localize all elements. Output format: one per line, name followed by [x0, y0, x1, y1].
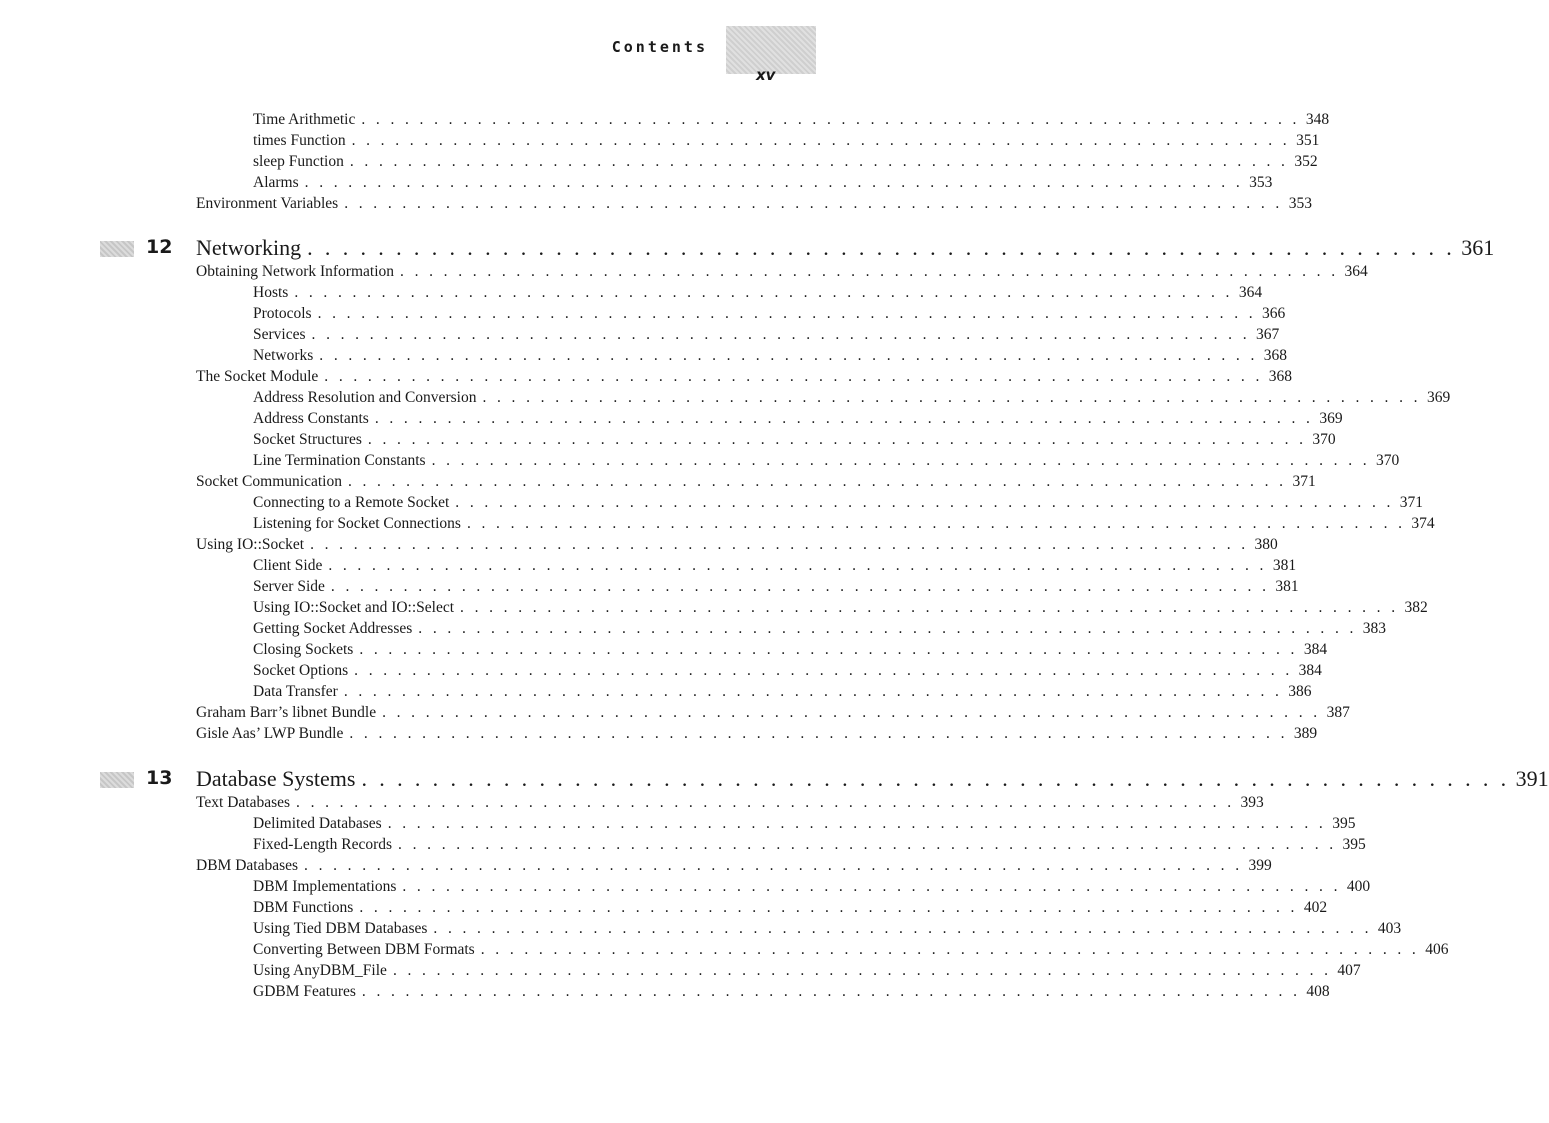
toc-entry-label: DBM Functions	[253, 899, 354, 916]
toc-entry-label: Address Resolution and Conversion	[253, 389, 477, 406]
chapter-number: 13	[146, 767, 173, 789]
toc-entry-page: 369	[1319, 410, 1343, 427]
dot-leader: . . . . . . . . . . . . . . . . . . . . . . . . . . . . . . . . . . . . . . . . . . . . . . . . . . . . . . . . . . . . . . . . .	[347, 473, 1287, 490]
toc-entry-label: Address Constants	[253, 410, 369, 427]
toc-entry[interactable]	[253, 599, 1428, 620]
toc-entry-label: Using IO::Socket	[196, 536, 305, 553]
dot-leader: . . . . . . . . . . . . . . . . . . . . . . . . . . . . . . . . . . . . . . . . . . . . . . . . . . . . . . . . . . . . . . . . .	[344, 195, 1283, 212]
toc-entry-page: 369	[1426, 389, 1451, 406]
dot-leader: . . . . . . . . . . . . . . . . . . . . . . . . . . . . . . . . . . . . . . . . . . . . . . . . . . . . . . . . . . . . . . . . .	[431, 452, 1371, 469]
dot-leader: . . . . . . . . . . . . . . . . . . . . . . . . . . . . . . . . . . . . . . . . . . . . . . . . . . . . . . . . . . . . . . . . .	[367, 431, 1307, 448]
toc-entry[interactable]	[196, 368, 1292, 389]
toc-entry-page: 374	[1411, 515, 1435, 532]
toc-entry-page: 402	[1303, 899, 1328, 916]
dot-leader: . . . . . . . . . . . . . . . . . . . . . . . . . . . . . . . . . . . . . . . . . . . . . . . . . . . . . . . . . . . . . . . . .	[466, 515, 1406, 532]
toc-entry-label: Connecting to a Remote Socket	[253, 494, 450, 511]
toc-entry-page: 353	[1249, 174, 1273, 191]
chapter-number: 12	[146, 236, 173, 258]
running-head: Contents	[611, 38, 708, 56]
chapter-page: 361	[1461, 235, 1495, 260]
toc-entry[interactable]	[253, 962, 1361, 983]
toc-entry[interactable]	[253, 431, 1336, 452]
toc-entry-page: 395	[1332, 815, 1356, 832]
toc-entry-label: Gisle Aas’ LWP Bundle	[196, 725, 344, 742]
dot-leader: . . . . . . . . . . . . . . . . . . . . . . . . . . . . . . . . . . . . . . . . . . . . . . . . . . . . . . . . . . . . . . . . .	[319, 347, 1258, 364]
dot-leader: . . . . . . . . . . . . . . . . . . . . . . . . . . . . . . . . . . . . . . . . . . . . . . . . . . . . . . . . . . . . . . . . .	[349, 725, 1288, 742]
chapter-page: 391	[1515, 766, 1549, 791]
toc-entry[interactable]	[253, 836, 1366, 857]
toc-entry-label: Line Termination Constants	[253, 452, 426, 469]
toc-entry-label: Client Side	[253, 557, 323, 574]
chapter-heading[interactable]	[196, 235, 1495, 265]
dot-leader: . . . . . . . . . . . . . . . . . . . . . . . . . . . . . . . . . . . . . . . . . . . . . . . . . . . . . . . . . . . . . . . . .	[296, 794, 1235, 811]
toc-entry-page: 384	[1303, 641, 1328, 658]
dot-leader: . . . . . . . . . . . . . . . . . . . . . . . . . . . . . . . . . . . . . . . . . . . . . . . . . . . . . . . . . . . . . . . . .	[307, 235, 1456, 260]
toc-entry[interactable]	[253, 326, 1280, 347]
toc-entry-label: Converting Between DBM Formats	[253, 941, 475, 958]
toc-entry[interactable]	[196, 794, 1264, 815]
dot-leader: . . . . . . . . . . . . . . . . . . . . . . . . . . . . . . . . . . . . . . . . . . . . . . . . . . . . . . . . . . . . . . . . .	[374, 410, 1314, 427]
toc-entry[interactable]	[196, 536, 1278, 557]
toc-entry[interactable]	[253, 389, 1451, 410]
toc-entry[interactable]	[253, 111, 1330, 132]
toc-entry-label: Socket Structures	[253, 431, 362, 448]
toc-entry-page: 403	[1377, 920, 1402, 937]
chapter-marker	[100, 772, 134, 788]
dot-leader: . . . . . . . . . . . . . . . . . . . . . . . . . . . . . . . . . . . . . . . . . . . . . . . . . . . . . . . . . . . . . . . . .	[418, 620, 1357, 637]
dot-leader: . . . . . . . . . . . . . . . . . . . . . . . . . . . . . . . . . . . . . . . . . . . . . . . . . . . . . . . . . . . . . . . . .	[359, 641, 1298, 658]
toc-entry-label: Using AnyDBM_File	[253, 962, 387, 979]
toc-entry[interactable]	[196, 725, 1318, 746]
toc-entry-page: 380	[1254, 536, 1278, 553]
toc-entry-label: Text Databases	[196, 794, 291, 811]
toc-entry-page: 364	[1344, 263, 1368, 280]
toc-entry[interactable]	[253, 494, 1424, 515]
toc-entry-page: 382	[1404, 599, 1428, 616]
dot-leader: . . . . . . . . . . . . . . . . . . . . . . . . . . . . . . . . . . . . . . . . . . . . . . . . . . . . . . . . . . . . . . . . .	[460, 599, 1399, 616]
toc-entry-page: 368	[1263, 347, 1288, 364]
toc-entry-page: 407	[1337, 962, 1361, 979]
folio-tab	[726, 26, 816, 84]
toc-entry-page: 399	[1248, 857, 1272, 874]
toc-entry-label: Graham Barr’s libnet Bundle	[196, 704, 377, 721]
toc-entry-page: 368	[1268, 368, 1292, 385]
chapter-title: Database Systems	[196, 766, 356, 791]
toc-entry-page: 384	[1298, 662, 1322, 679]
toc-entry-page: 353	[1288, 195, 1312, 212]
toc-entry[interactable]	[253, 132, 1320, 153]
toc-entry[interactable]	[253, 620, 1387, 641]
toc-entry[interactable]	[253, 347, 1288, 368]
toc-entry[interactable]	[253, 878, 1371, 899]
toc-entry[interactable]	[253, 305, 1286, 326]
toc-entry-label: Obtaining Network Information	[196, 263, 395, 280]
dot-leader: . . . . . . . . . . . . . . . . . . . . . . . . . . . . . . . . . . . . . . . . . . . . . . . . . . . . . . . . . . . . . . . . .	[343, 683, 1283, 700]
toc-entry[interactable]	[253, 410, 1343, 431]
dot-leader: . . . . . . . . . . . . . . . . . . . . . . . . . . . . . . . . . . . . . . . . . . . . . . . . . . . . . . . . . . . . . . . . .	[400, 263, 1339, 280]
toc-entry[interactable]	[196, 195, 1312, 216]
toc-entry-label: Protocols	[253, 305, 312, 322]
toc-entry[interactable]	[253, 662, 1322, 683]
toc-entry-label: Server Side	[253, 578, 325, 595]
toc-entry-page: 371	[1399, 494, 1424, 511]
toc-entry-page: 406	[1425, 941, 1449, 958]
dot-leader: . . . . . . . . . . . . . . . . . . . . . . . . . . . . . . . . . . . . . . . . . . . . . . . . . . . . . . . . . . . . . . . . .	[392, 962, 1332, 979]
dot-leader: . . . . . . . . . . . . . . . . . . . . . . . . . . . . . . . . . . . . . . . . . . . . . . . . . . . . . . . . . . . . . . . . .	[304, 174, 1244, 191]
toc-entry-label: Hosts	[253, 284, 289, 301]
toc-entry-label: DBM Implementations	[253, 878, 397, 895]
toc-entry[interactable]	[253, 557, 1297, 578]
toc-entry-page: 370	[1376, 452, 1400, 469]
dot-leader: . . . . . . . . . . . . . . . . . . . . . . . . . . . . . . . . . . . . . . . . . . . . . . . . . . . . . . . . . . . . . . . . .	[349, 153, 1289, 170]
toc-entry-page: 387	[1326, 704, 1350, 721]
toc-entry-label: Closing Sockets	[253, 641, 354, 658]
toc-entry-label: sleep Function	[253, 153, 344, 170]
toc-entry-label: Delimited Databases	[253, 815, 382, 832]
toc-entry-label: Alarms	[253, 174, 299, 191]
dot-leader: . . . . . . . . . . . . . . . . . . . . . . . . . . . . . . . . . . . . . . . . . . . . . . . . . . . . . . . . . . . . . . . . .	[455, 494, 1394, 511]
toc-entry-page: 400	[1346, 878, 1371, 895]
toc-entry-page: 393	[1240, 794, 1264, 811]
dot-leader: . . . . . . . . . . . . . . . . . . . . . . . . . . . . . . . . . . . . . . . . . . . . . . . . . . . . . . . . . . . . . . . . .	[402, 878, 1341, 895]
toc-entry[interactable]	[253, 641, 1328, 662]
toc-entry[interactable]	[253, 452, 1400, 473]
dot-leader: . . . . . . . . . . . . . . . . . . . . . . . . . . . . . . . . . . . . . . . . . . . . . . . . . . . . . . . . . . . . . . . . .	[310, 536, 1249, 553]
toc-entry-page: 364	[1238, 284, 1263, 301]
dot-leader: . . . . . . . . . . . . . . . . . . . . . . . . . . . . . . . . . . . . . . . . . . . . . . . . . . . . . . . . . . . . . . . . .	[328, 557, 1267, 574]
toc-entry-label: Networks	[253, 347, 314, 364]
chapter-heading[interactable]	[196, 766, 1549, 796]
toc-entry-label: Using IO::Socket and IO::Select	[253, 599, 455, 616]
toc-entry[interactable]	[253, 941, 1449, 962]
dot-leader: . . . . . . . . . . . . . . . . . . . . . . . . . . . . . . . . . . . . . . . . . . . . . . . . . . . . . . . . . . . . . . . . .	[354, 662, 1293, 679]
toc-entry-page: 371	[1292, 473, 1316, 490]
dot-leader: . . . . . . . . . . . . . . . . . . . . . . . . . . . . . . . . . . . . . . . . . . . . . . . . . . . . . . . . . . . . . . . . .	[387, 815, 1327, 832]
toc-entry-page: 351	[1296, 132, 1320, 149]
toc-entry-page: 348	[1305, 111, 1330, 128]
chapter-title: Networking	[196, 235, 302, 260]
dot-leader: . . . . . . . . . . . . . . . . . . . . . . . . . . . . . . . . . . . . . . . . . . . . . . . . . . . . . . . . . . . . . . . . .	[294, 284, 1233, 301]
toc-entry-page: 366	[1262, 305, 1286, 322]
page-number: xv	[756, 66, 776, 84]
toc-entry-page: 381	[1272, 557, 1297, 574]
toc-entry[interactable]	[196, 263, 1368, 284]
toc-entry[interactable]	[196, 473, 1316, 494]
toc-entry-label: GDBM Features	[253, 983, 356, 1000]
toc-entry-page: 395	[1342, 836, 1366, 853]
toc-entry-page: 383	[1362, 620, 1387, 637]
toc-entry-page: 370	[1312, 431, 1336, 448]
toc-entry[interactable]	[253, 899, 1328, 920]
toc-entry-label: Socket Options	[253, 662, 349, 679]
toc-entry-label: Time Arithmetic	[253, 111, 356, 128]
toc-entry[interactable]	[253, 284, 1263, 305]
chapter-marker	[100, 241, 134, 257]
toc-entry-label: Socket Communication	[196, 473, 342, 490]
toc-entry-label: Services	[253, 326, 306, 343]
dot-leader: . . . . . . . . . . . . . . . . . . . . . . . . . . . . . . . . . . . . . . . . . . . . . . . . . . . . . . . . . . . . . . . . .	[361, 983, 1301, 1000]
toc-entry[interactable]	[253, 920, 1402, 941]
dot-leader: . . . . . . . . . . . . . . . . . . . . . . . . . . . . . . . . . . . . . . . . . . . . . . . . . . . . . . . . . . . . . . . . .	[324, 368, 1263, 385]
toc-entry-page: 389	[1293, 725, 1318, 742]
toc-entry-label: The Socket Module	[196, 368, 319, 385]
dot-leader: . . . . . . . . . . . . . . . . . . . . . . . . . . . . . . . . . . . . . . . . . . . . . . . . . . . . . . . . . . . . . . . . .	[351, 132, 1291, 149]
toc-entry-label: Getting Socket Addresses	[253, 620, 413, 637]
dot-leader: . . . . . . . . . . . . . . . . . . . . . . . . . . . . . . . . . . . . . . . . . . . . . . . . . . . . . . . . . . . . . . . . .	[361, 111, 1300, 128]
toc-entry-label: Using Tied DBM Databases	[253, 920, 428, 937]
dot-leader: . . . . . . . . . . . . . . . . . . . . . . . . . . . . . . . . . . . . . . . . . . . . . . . . . . . . . . . . . . . . . . . . .	[330, 578, 1270, 595]
toc-entry-page: 408	[1306, 983, 1330, 1000]
dot-leader: . . . . . . . . . . . . . . . . . . . . . . . . . . . . . . . . . . . . . . . . . . . . . . . . . . . . . . . . . . . . . . . . .	[433, 920, 1372, 937]
toc-entry[interactable]	[253, 174, 1273, 195]
dot-leader: . . . . . . . . . . . . . . . . . . . . . . . . . . . . . . . . . . . . . . . . . . . . . . . . . . . . . . . . . . . . . . . . .	[304, 857, 1243, 874]
toc-entry[interactable]	[253, 515, 1435, 536]
toc-entry-page: 367	[1256, 326, 1280, 343]
toc-entry[interactable]	[253, 815, 1356, 836]
toc-entry-page: 352	[1294, 153, 1318, 170]
toc-entry-label: times Function	[253, 132, 346, 149]
toc-entry[interactable]	[196, 857, 1272, 878]
toc-entry[interactable]	[253, 153, 1318, 174]
toc-entry[interactable]	[253, 983, 1330, 1004]
toc-entry[interactable]	[253, 683, 1312, 704]
toc-entry-page: 386	[1288, 683, 1312, 700]
toc-entry[interactable]	[253, 578, 1299, 599]
dot-leader: . . . . . . . . . . . . . . . . . . . . . . . . . . . . . . . . . . . . . . . . . . . . . . . . . . . . . . . . . . . . . . . . .	[480, 941, 1420, 958]
dot-leader: . . . . . . . . . . . . . . . . . . . . . . . . . . . . . . . . . . . . . . . . . . . . . . . . . . . . . . . . . . . . . . . . .	[317, 305, 1257, 322]
toc-entry-label: Data Transfer	[253, 683, 338, 700]
dot-leader: . . . . . . . . . . . . . . . . . . . . . . . . . . . . . . . . . . . . . . . . . . . . . . . . . . . . . . . . . . . . . . . . .	[359, 899, 1298, 916]
dot-leader: . . . . . . . . . . . . . . . . . . . . . . . . . . . . . . . . . . . . . . . . . . . . . . . . . . . . . . . . . . . . . . . . .	[361, 766, 1510, 791]
dot-leader: . . . . . . . . . . . . . . . . . . . . . . . . . . . . . . . . . . . . . . . . . . . . . . . . . . . . . . . . . . . . . . . . .	[398, 836, 1337, 853]
toc-entry-label: Listening for Socket Connections	[253, 515, 461, 532]
toc-entry-label: DBM Databases	[196, 857, 299, 874]
dot-leader: . . . . . . . . . . . . . . . . . . . . . . . . . . . . . . . . . . . . . . . . . . . . . . . . . . . . . . . . . . . . . . . . .	[382, 704, 1321, 721]
toc-entry-page: 381	[1275, 578, 1299, 595]
dot-leader: . . . . . . . . . . . . . . . . . . . . . . . . . . . . . . . . . . . . . . . . . . . . . . . . . . . . . . . . . . . . . . . . .	[311, 326, 1250, 343]
toc-entry-label: Environment Variables	[196, 195, 339, 212]
toc-entry-label: Fixed-Length Records	[253, 836, 393, 853]
dot-leader: . . . . . . . . . . . . . . . . . . . . . . . . . . . . . . . . . . . . . . . . . . . . . . . . . . . . . . . . . . . . . . . . .	[482, 389, 1421, 406]
toc-entry[interactable]	[196, 704, 1350, 725]
